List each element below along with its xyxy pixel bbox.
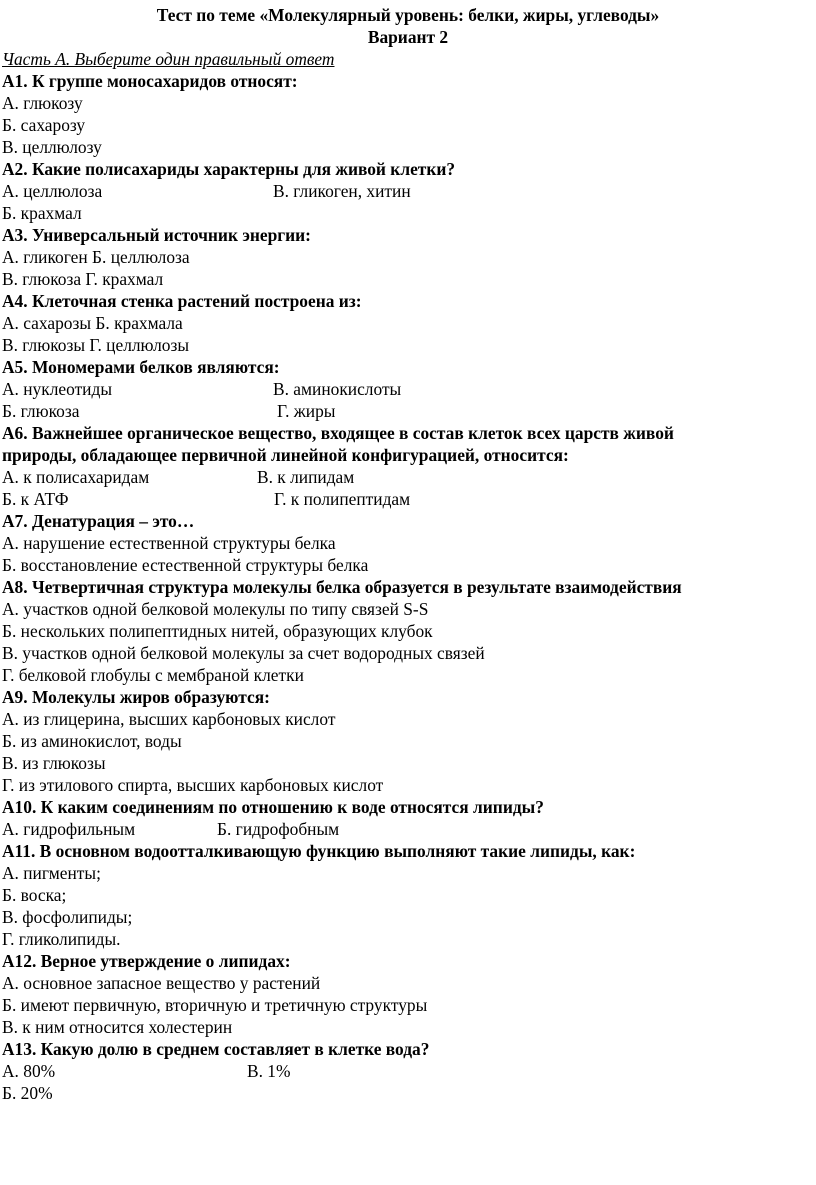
variant-label: Вариант 2 (367, 27, 449, 47)
question-12: А12. Верное утверждение о липидах: (2, 951, 291, 971)
answer-line (2, 862, 101, 884)
answer-option: Б. восстановление естественной структуры белка (2, 555, 369, 575)
question-6: А6. Важнейшее органическое вещество, входящее в состав клеток всех царств живой (2, 423, 674, 443)
answer-line (2, 378, 402, 400)
answer-line (2, 532, 336, 554)
answer-option: В. гликоген, хитин (273, 181, 411, 201)
answer-line (2, 818, 340, 840)
question-4: А4. Клеточная стенка растений построена из: (2, 291, 362, 311)
answer-option: А. пигменты; (2, 863, 101, 883)
test-title: Тест по теме «Молекулярный уровень: белки, жиры, углеводы» (156, 5, 660, 25)
answer-option: А. основное запасное вещество у растений (2, 973, 321, 993)
answer-line (2, 928, 121, 950)
answer-option: А. из глицерина, высших карбоновых кислот (2, 709, 336, 729)
answer-option: В. к ним относится холестерин (2, 1017, 233, 1037)
answer-line (2, 202, 82, 224)
question-6-continued: природы, обладающее первичной линейной конфигурацией, относится: (2, 445, 569, 465)
answer-line (2, 708, 335, 730)
answer-option: Г. к полипептидам (274, 489, 411, 509)
answer-option: А. нуклеотиды (2, 379, 113, 399)
answer-line (2, 598, 428, 620)
question-1: А1. К группе моносахаридов относят: (2, 71, 298, 91)
answer-option: Б. имеют первичную, вторичную и третичную структуры (2, 995, 428, 1015)
answer-line (2, 620, 433, 642)
answer-option: Б. из аминокислот, воды (2, 731, 182, 751)
answer-line (2, 180, 411, 202)
answer-line (2, 400, 336, 422)
answer-option: Б. сахарозу (2, 115, 86, 135)
answer-line (2, 664, 304, 686)
answer-option: В. 1% (247, 1061, 291, 1081)
part-a-heading: Часть А. Выберите один правильный ответ (2, 49, 335, 69)
answer-option: Б. к АТФ (2, 489, 69, 509)
answer-option: В. глюкоза Г. крахмал (2, 269, 164, 289)
answer-option: В. участков одной белковой молекулы за счет водородных связей (2, 643, 485, 663)
answer-option: Г. белковой глобулы с мембраной клетки (2, 665, 304, 685)
answer-line (2, 774, 383, 796)
answer-option: Б. крахмал (2, 203, 82, 223)
answer-line (2, 268, 163, 290)
answer-line (2, 884, 66, 906)
question-9: А9. Молекулы жиров образуются: (2, 687, 270, 707)
answer-line (2, 334, 189, 356)
answer-option: А. целлюлоза (2, 181, 103, 201)
answer-option: А. глюкозу (2, 93, 83, 113)
answer-line (2, 906, 132, 928)
answer-line (2, 312, 183, 334)
answer-option: А. к полисахаридам (2, 467, 150, 487)
answer-option: Б. 20% (2, 1083, 53, 1103)
answer-line (2, 466, 355, 488)
answer-option: В. аминокислоты (273, 379, 402, 399)
answer-option: Б. воска; (2, 885, 67, 905)
question-13: А13. Какую долю в среднем составляет в клетке вода? (2, 1039, 430, 1059)
answer-option: А. сахарозы Б. крахмала (2, 313, 183, 333)
answer-option: А. участков одной белковой молекулы по типу связей S-S (2, 599, 429, 619)
question-11: А11. В основном водоотталкивающую функцию выполняют такие липиды, как: (2, 841, 636, 861)
answer-option: А. гидрофильным (2, 819, 136, 839)
answer-option: Б. гидрофобным (217, 819, 340, 839)
answer-line (2, 488, 411, 510)
answer-option: А. 80% (2, 1061, 56, 1081)
answer-option: В. из глюкозы (2, 753, 106, 773)
answer-option: Б. глюкоза (2, 401, 80, 421)
answer-option: В. глюкозы Г. целлюлозы (2, 335, 190, 355)
answer-line (2, 114, 85, 136)
question-10: А10. К каким соединениям по отношению к воде относятся липиды? (2, 797, 544, 817)
answer-option: Б. нескольких полипептидных нитей, образующих клубок (2, 621, 433, 641)
answer-option: Г. из этилового спирта, высших карбоновых кислот (2, 775, 384, 795)
question-5: А5. Мономерами белков являются: (2, 357, 280, 377)
answer-option: В. к липидам (257, 467, 355, 487)
answer-option: Г. гликолипиды. (2, 929, 121, 949)
answer-line (2, 1016, 232, 1038)
answer-option: А. нарушение естественной структуры белка (2, 533, 336, 553)
answer-line (2, 994, 427, 1016)
answer-option: Г. жиры (277, 401, 336, 421)
question-3: А3. Универсальный источник энергии: (2, 225, 311, 245)
question-8: А8. Четвертичная структура молекулы белка образуется в результате взаимодействия (2, 577, 682, 597)
answer-option: А. гликоген Б. целлюлоза (2, 247, 190, 267)
answer-line (2, 554, 368, 576)
answer-line (2, 1082, 53, 1104)
question-7: А7. Денатурация – это… (2, 511, 195, 531)
answer-line (2, 642, 485, 664)
answer-line (2, 972, 320, 994)
question-2: А2. Какие полисахариды характерны для живой клетки? (2, 159, 456, 179)
answer-option: В. фосфолипиды; (2, 907, 133, 927)
answer-line (2, 752, 106, 774)
answer-line (2, 730, 182, 752)
answer-line (2, 136, 102, 158)
answer-line (2, 246, 190, 268)
answer-option: В. целлюлозу (2, 137, 102, 157)
answer-line (2, 1060, 291, 1082)
answer-line (2, 92, 83, 114)
